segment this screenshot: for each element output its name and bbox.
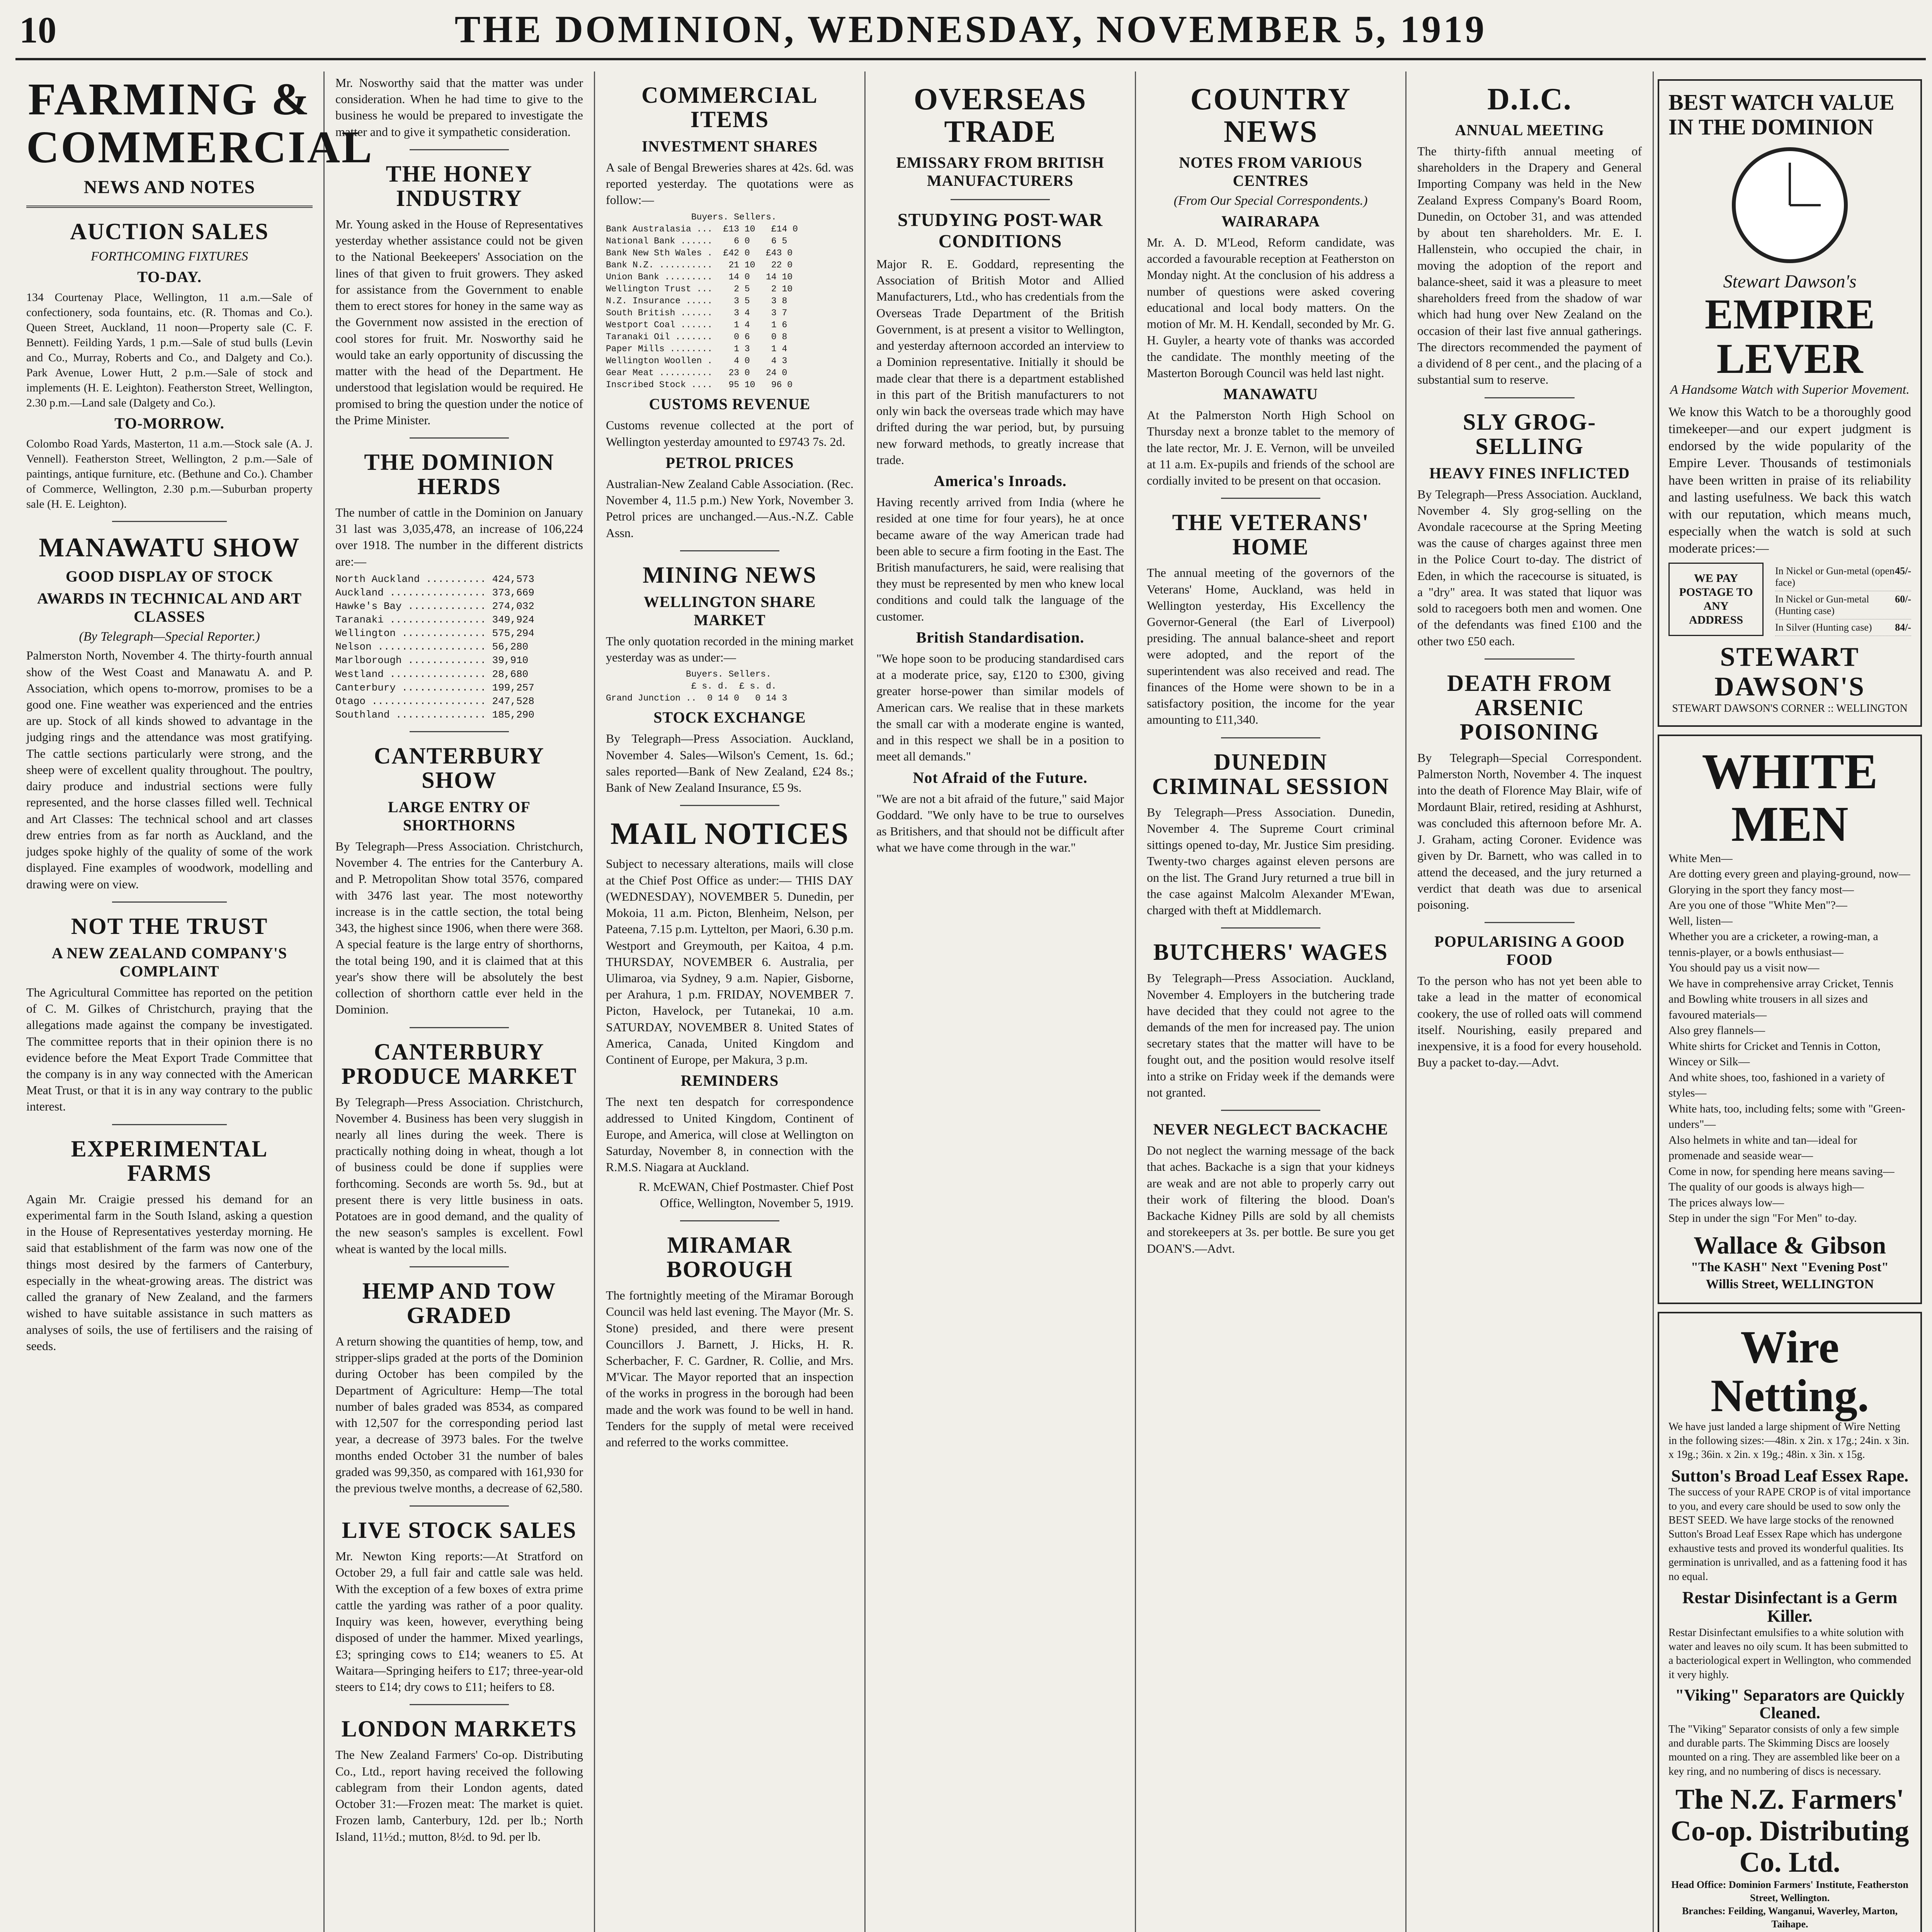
honey-text: Mr. Young asked in the House of Representatives yesterday whether assistance could not be given to the National Beekeepers' Association on the lines of that given to fruit growers. They asked for assistance from the Government to enable them to erect stores for honey in the same way as the Government now assisted in the erection of cool stores for fruit. Mr. Nosworthy said he would take an early opportunity of discussing the matter with the head of the Department. He understood that legislation would be required. He promised to bring the question under the notice of the Prime Minister. xyxy=(335,217,583,427)
farms-text: Again Mr. Craigie pressed his demand for an experimental farm in the South Island, asking a question in the House of Representatives yesterday morning. He said that establishment of the farm was now one of the things most desired by the farmers of Canterbury, especially in the wheat-growing areas. The district was called the granary of New Zealand, and the farmers wished to have suitable assistance in such matters as analyses of soils, the use of fertilisers and the raising of seeds. xyxy=(26,1192,313,1353)
trade-sub: EMISSARY FROM BRITISH MANUFACTURERS xyxy=(896,154,1104,189)
arsenic-heading: DEATH FROM ARSENIC POISONING xyxy=(1447,670,1612,745)
manawatu-heading: MANAWATU SHOW xyxy=(39,532,300,563)
watch-tagline: A Handsome Watch with Superior Movement. xyxy=(1670,382,1910,397)
stewart-dawsons-address: STEWART DAWSON'S CORNER :: WELLINGTON xyxy=(1672,702,1908,715)
wallace-gibson-address: Willis Street, WELLINGTON xyxy=(1706,1277,1874,1292)
auction-heading: AUCTION SALES xyxy=(70,218,269,244)
white-men-line: You should pay us a visit now— xyxy=(1668,961,1820,975)
white-men-line: Whether you are a cricketer, a rowing-man, a tennis-player, or a bowls enthusiast— xyxy=(1668,930,1878,959)
white-men-line: White hats, too, including felts; some with "Green-unders"— xyxy=(1668,1102,1905,1131)
watch-price-value: 60/- xyxy=(1895,593,1911,605)
auction-tomorrow: TO-MORROW. xyxy=(114,414,224,432)
white-men-line: Are you one of those "White Men"?— xyxy=(1668,899,1847,912)
london-text: The New Zealand Farmers' Co-op. Distributing Co., Ltd., report having received the following cablegram from their London agents, dated October 31:—Frozen meat: The market is quiet. Frozen lamb, Canterbury, 12d. per lb.; North Island, 11½d.; mutton, 8½d. to 9d. per lb. xyxy=(335,1748,583,1844)
wairarapa-text: Mr. A. D. M'Leod, Reform candidate, was accorded a favourable reception at Featherston on Monday night. At the conclusion of his address a number of questions were asked covering educational and local body matters. On the motion of Mr. M. H. Kendall, seconded by Mr. G. H. Guyler, a hearty vote of thanks was accorded the candidate. The monthly meeting of the Masterton Borough Council was held last night. xyxy=(1147,235,1395,380)
butchers-text: By Telegraph—Press Association. Auckland, November 4. Employers in the butchering trade have decided that they could not agree to the demands of the men for increased pay. The union secretary states that the matter will have to be fought out, and the position would resolve itself into a strike on Friday week if the demands were not granted. xyxy=(1147,971,1395,1099)
white-men-line: We have in comprehensive array Cricket, Tennis and Bowling white trousers in all sizes and favoured materials— xyxy=(1668,977,1894,1021)
viking-text: The "Viking" Separator consists of only a few simple and durable parts. The Skimming Discs are loosely mounted on a ring. They are assembled like beer on a key ring, and no numbering of discs is necessary. xyxy=(1668,1723,1900,1777)
hemp-text: A return showing the quantities of hemp, tow, and stripper-slips graded at the ports of the Dominion during October has been compiled by the Department of Agriculture: Hemp—The total number of bales graded was 8534, as compared with 12,507 for the corresponding period last year, a decrease of 3973 bales. For the twelve months ended October 31 the number of bales graded was 99,350, as compared with 161,930 for the previous twelve months, a decrease of 62,580. xyxy=(335,1334,583,1495)
masthead xyxy=(15,0,1926,60)
miramar-heading: MIRAMAR BOROUGH xyxy=(666,1232,793,1282)
produce-heading: CANTERBURY PRODUCE MARKET xyxy=(341,1039,577,1089)
shorthorns-sub: LARGE ENTRY OF SHORTHORNS xyxy=(388,798,531,834)
white-men-line: Step in under the sign "For Men" to-day. xyxy=(1668,1212,1857,1225)
watch-price-item xyxy=(1775,591,1911,619)
mail-text: Subject to necessary alterations, mails will close at the Chief Post Office as under:— THIS DAY (WEDNESDAY), NOVEMBER 5. Dunedin, per Mokoia, 11 a.m. Picton, Blenheim, Nelson, per Pateena, 7.15 p.m. Lyttelton, per Maori, 6.30 p.m. Westport and Greymouth, per Kaitoa, 4 p.m. THURSDAY, NOVEMBER 6. Australia, per Ulimaroa, via Sydney, 9 a.m. Napier, Gisborne, per Arahura, 1 p.m. FRIDAY, NOVEMBER 7. Picton, Havelock, per Tutanekai, 10 a.m. SATURDAY, NOVEMBER 8. United States of America, Canada, United Kingdom and Continent of Europe, per Makura, 3 p.m. xyxy=(606,857,854,1067)
watch-brand: Stewart Dawson's xyxy=(1723,271,1857,292)
trust-heading: NOT THE TRUST xyxy=(71,913,268,939)
pocket-watch-icon xyxy=(1732,147,1848,263)
country-heading: COUNTRY NEWS xyxy=(1190,82,1351,149)
dic-heading: D.I.C. xyxy=(1487,82,1572,116)
watch-price-list xyxy=(1775,563,1911,636)
rape-text: The success of your RAPE CROP is of vital importance to you, and every care should be used to sow only the BEST SEED. We have large stocks of the renowned Sutton's Broad Leaf Essex Rape which has undergone exhaustive tests and proved its wonderful qualities. Its germination is unrivalled, and as a fattening food it has no equal. xyxy=(1668,1486,1911,1583)
honey-heading: THE HONEY INDUSTRY xyxy=(386,161,533,211)
petrol-heading: PETROL PRICES xyxy=(665,454,794,471)
white-men-line: Are dotting every green and playing-ground, now— xyxy=(1668,867,1910,881)
page-number: 10 xyxy=(19,9,56,51)
column-agriculture xyxy=(325,71,595,1932)
shorthorns-text: By Telegraph—Press Association. Christchurch, November 4. The entries for the Canterbury A. and P. Metropolitan Show total 3576, compared with 3476 last year. The most noteworthy increase is in the cattle section, the total being 343, the highest since 1906, when there were 368. A special feature is the large entry of shorthorns, the total being 190, and it is claimed that at this year's show there will be absolutely the best collection of shorthorn cattle ever held in the Dominion. xyxy=(335,839,583,1017)
customs-text: Customs revenue collected at the port of Wellington yesterday amounted to £9743 7s. 2d. xyxy=(606,418,854,449)
white-men-line: Also grey flannels— xyxy=(1668,1024,1765,1037)
veterans-heading: THE VETERANS' HOME xyxy=(1172,510,1369,560)
herds-heading: THE DOMINION HERDS xyxy=(364,449,554,499)
standardisation-heading: British Standardisation. xyxy=(916,628,1085,646)
col2-intro: Mr. Nosworthy said that the matter was under consideration. When he had time to give to the business he would be prepared to investigate the matter and to give it sympathetic consideration. xyxy=(335,76,583,139)
butchers-heading: BUTCHERS' WAGES xyxy=(1153,939,1388,965)
grog-sub: HEAVY FINES INFLICTED xyxy=(1429,464,1630,482)
section-subtitle: NEWS AND NOTES xyxy=(83,177,255,197)
place-manawatu: MANAWATU xyxy=(1223,385,1318,403)
wallace-gibson-name: Wallace & Gibson xyxy=(1694,1231,1886,1259)
mining-table: Buyers. Sellers. £ s. d. £ s. d. Grand Junction .. 0 14 0 0 14 3 xyxy=(606,669,787,704)
future-heading: Not Afraid of the Future. xyxy=(913,769,1088,786)
mining-heading: MINING NEWS xyxy=(643,562,817,588)
stock-heading: STOCK EXCHANGE xyxy=(653,709,806,726)
backache-heading: NEVER NEGLECT BACKACHE xyxy=(1153,1121,1388,1138)
place-wairarapa: WAIRARAPA xyxy=(1221,213,1320,230)
section-title-farming: FARMING & COMMERCIAL xyxy=(26,74,374,172)
auction-text-2: Colombo Road Yards, Masterton, 11 a.m.—Stock sale (A. J. Vennell). Featherston Street, Wellington, 2 p.m.—Sale of paintings, antique furniture, etc. (Bethune and Co.). Chamber of Commerce, Wellington, 2.30 p.m.—Suburban property sale (H. E. Leighton). xyxy=(26,437,313,510)
white-men-title: WHITE MEN xyxy=(1702,743,1878,852)
reminders-text: The next ten despatch for correspondence addressed to United Kingdom, Continent of Europe, and America, will close at Wellington on Saturday, November 8, in connection with the R.M.S. Niagara at Auckland. xyxy=(606,1095,854,1174)
stewart-dawsons-name: STEWART DAWSON'S xyxy=(1714,642,1865,702)
white-men-line: Also helmets in white and tan—ideal for promenade and seaside wear— xyxy=(1668,1133,1857,1162)
auction-today: TO-DAY. xyxy=(137,268,202,286)
commercial-sub: INVESTMENT SHARES xyxy=(641,138,818,155)
grog-heading: SLY GROG-SELLING xyxy=(1463,409,1597,459)
column-country-news xyxy=(1136,71,1406,1932)
watch-advert-headline: BEST WATCH VALUE IN THE DOMINION xyxy=(1668,90,1895,139)
farmers-coop-name: The N.Z. Farmers' Co-op. Distributing Co. Ltd. xyxy=(1670,1784,1909,1878)
white-men-line: The quality of our goods is always high— xyxy=(1668,1180,1864,1194)
manawatu-news-text: At the Palmerston North High School on Thursday next a bronze tablet to the memory of the late rector, Mr. J. E. Vernon, will be unveiled at 11 a.m. Ex-pupils and friends of the school are cordially invited to be present on that occasion. xyxy=(1147,408,1395,488)
hemp-heading: HEMP AND TOW GRADED xyxy=(362,1278,556,1328)
backache-text: Do not neglect the warning message of the back that aches. Backache is a sign that your kidneys are weak and are not able to properly carry out their work of filtering the blood. Doan's Backache Kidney Pills are sold by all chemists and storekeepers at 3s. per bottle. Be sure you get DOAN'S.—Advt. xyxy=(1147,1143,1395,1255)
herds-table: North Auckland .......... 424,573 Auckland ................ 373,669 Hawke's Bay ............. 274,032 Taranaki ................ 349,924 Wellington .............. 575,294 Nelson .................. 56,280 Marlborough ............. 39,910 Westland ................ 28,680 Canterbury .............. 199,257 Otago ................... 247,528 Southland ............... 185,290 xyxy=(335,573,534,721)
miramar-text: The fortnightly meeting of the Miramar Borough Council was held last evening. The Mayor (Mr. S. Stone) presided, and there were present Councillors J. Barnett, J. Hicks, H. R. Scherbacher, F. C. Gardner, R. Collie, and Mrs. M'Vicar. The Mayor reported that an inspection of the works in progress in the borough had been made and the work was found to be well in hand. Tenders for the supply of metal were received and referred to the works committee. xyxy=(606,1288,854,1449)
america-text: Having recently arrived from India (where he resided at one time for four years), he at once became aware of the way American trade had been able to secure a firm footing in the East. The British manufacturers, he said, were realising that they must be represented by men who knew local conditions and could talk the language of the customer. xyxy=(876,495,1124,623)
farmers-coop-branches: Branches: Feilding, Wanganui, Waverley, Marton, Taihape. xyxy=(1682,1905,1898,1930)
white-men-advert xyxy=(1658,735,1922,1304)
mining-sub: WELLINGTON SHARE MARKET xyxy=(643,593,816,629)
restar-text: Restar Disinfectant emulsifies to a white solution with water and leaves no oily scum. It has been submitted to a bacteriological expert in Wellington, who commended it very highly. xyxy=(1668,1626,1911,1681)
manawatu-sub-2: AWARDS IN TECHNICAL AND ART CLASSES xyxy=(37,590,302,626)
wallace-gibson-slogan: "The KASH" Next "Evening Post" xyxy=(1691,1260,1889,1275)
dic-sub: ANNUAL MEETING xyxy=(1455,121,1604,139)
produce-text: By Telegraph—Press Association. Christchurch, November 4. Business has been very sluggish in nearly all lines during the week. There is practically nothing doing in wheat, though a lot of business could be done if supplies were forthcoming. Seconds are worth 5s. 9d., but at present there is very little business in oats. Potatoes are in good demand, and the quality of the new season's samples is excellent. Fowl wheat is wanted by the local mills. xyxy=(335,1095,583,1256)
mail-heading: MAIL NOTICES xyxy=(610,817,849,851)
postmaster-signature: R. McEWAN, Chief Postmaster. Chief Post Office, Wellington, November 5, 1919. xyxy=(638,1179,854,1210)
watch-price-value: 84/- xyxy=(1895,621,1911,633)
farmers-coop-office: Head Office: Dominion Farmers' Institute, Featherston Street, Wellington. xyxy=(1671,1879,1908,1904)
restar-heading: Restar Disinfectant is a Germ Killer. xyxy=(1682,1588,1898,1626)
white-men-copy xyxy=(1668,851,1911,1226)
veterans-text: The annual meeting of the governors of the Veterans' Home, Auckland, was held in Wellington yesterday, His Excellency the Governor-General (the Earl of Liverpool) presiding. The annual balance-sheet and report were adopted, and the report of the superintendent was also received and read. The finances of the Home were shown to be in a satisfactory position, the income for the year amounting to £11,340. xyxy=(1147,566,1395,727)
newspaper-title: THE DOMINION, WEDNESDAY, NOVEMBER 5, 1919 xyxy=(454,8,1487,51)
country-byline: (From Our Special Correspondents.) xyxy=(1173,194,1368,208)
white-men-line: Glorying in the sport they fancy most— xyxy=(1668,883,1854,896)
watch-advert xyxy=(1658,79,1922,727)
white-men-line: White shirts for Cricket and Tennis in Cotton, Wincey or Silk— xyxy=(1668,1039,1881,1068)
manawatu-text: Palmerston North, November 4. The thirty-fourth annual show of the West Coast and Manawatu A. and P. Association, which opens to-morrow, promises to be a good one. Fine weather was experienced and the entries are up. Stock of all kinds showed to advantage in the judging rings and the attendance was most gratifying. The cattle sections particularly were strong, and the sheep were of excellent quality throughout. The poultry, dairy produce and industrial sections were fully represented, and the horse classes filled well. Technical and Art Classes: The technical school and art classes drew entries from as far north as Auckland, and the judges spoke highly of the quality of some of the work displayed. Fine examples of woodwork, modelling and drawing were on view. xyxy=(26,648,313,891)
white-men-line: The prices always low— xyxy=(1668,1196,1784,1209)
cookery-text: To the person who has not yet been able to take a lead in the matter of economical cookery, the use of rolled oats will commend itself. Nourishing, easily prepared and inexpensive, it is a food for every household. Buy a packet to-day.—Advt. xyxy=(1417,974,1642,1070)
dic-text: The thirty-fifth annual meeting of shareholders in the Drapery and General Importing Company was held in the New Zealand Express Company's Board Room, Dunedin, on October 31, and was attended by about ten shareholders. Mr. E. I. Hallenstein, who occupied the chair, in moving the adoption of the report and balance-sheet, said it was a pleasure to meet shareholders freed from the shadow of war which had hung over New Zealand on the occasion of their last five annual gatherings. The directors recommended the payment of a dividend of 8 per cent., and the placing of a substantial sum to reserve. xyxy=(1417,144,1642,387)
trust-sub: A NEW ZEALAND COMPANY'S COMPLAINT xyxy=(51,944,287,980)
livestock-text: Mr. Newton King reports:—At Stratford on October 29, a full fair and cattle sale was held. With the exception of a few boxes of extra prime cattle the yarding was rather of a poor quality. Inquiry was keen, however, everything being disposed of under the hammer. Mixed yearlings, £3; springing cows to £14; weaners to £5. At Waitara—Springing heifers to £17; three-year-old steers to £14; dry cows to £11; heifers to £8. xyxy=(335,1549,583,1694)
london-heading: LONDON MARKETS xyxy=(341,1716,577,1742)
criminal-text: By Telegraph—Press Association. Dunedin, November 4. The Supreme Court criminal sittings opened to-day, Mr. Justice Sim presiding. Twenty-two charges against eleven persons are on the list. The Grand Jury returned a true bill in the case against Malcolm Alexander M'Ewan, charged with theft at Middlemarch. xyxy=(1147,805,1395,917)
wire-netting-intro: We have just landed a large shipment of Wire Netting in the following sizes:—48in. x 2in. x 17g.; 24in. x 3in. x 19g.; 36in. x 2in. x 19g.; 48in. x 3in. x 15g. xyxy=(1668,1420,1909,1461)
postage-box: WE PAY POSTAGE TO ANY ADDRESS xyxy=(1668,563,1764,636)
shorthorns-heading: CANTERBURY SHOW xyxy=(374,743,545,793)
watch-price-item xyxy=(1775,619,1911,636)
auction-text: 134 Courtenay Place, Wellington, 11 a.m.—Sale of confectionery, soda fountains, etc. (R. Thomas and Co.). Queen Street, Auckland, 11 noon—Property sale (C. F. Bennett). Feilding Yards, 1 p.m.—Sale of stud bulls (Levin and Co., Murray, Roberts and Co., and Dalgety and Co.). Park Avenue, Lower Hutt, 2 p.m.—Sale of stock and implements (H. E. Leighton). Featherston Street, Wellington, 2.30 p.m.—Land sale (Dalgety and Co.). xyxy=(26,291,313,409)
column-dic xyxy=(1406,71,1654,1932)
column-commercial xyxy=(595,71,866,1932)
cookery-heading: POPULARISING A GOOD FOOD xyxy=(1434,933,1625,969)
shares-table: Buyers. Sellers. Bank Australasia ... £13 10 £14 0 National Bank ...... 6 0 6 5 Bank New Sth Wales . £42 0 £43 0 Bank N.Z. .......... 21 10 22 0 Union Bank ......... 14 0 14 10 Wellington Trust ... 2 5 2 10 N.Z. Insurance ..... 3 5 3 8 South British ...... 3 4 3 7 Westport Coal ...... 1 4 1 6 Taranaki Oil ....... 0 6 0 8 Paper Mills ........ 1 3 1 4 Wellington Woollen . 4 0 4 3 Gear Meat .......... 23 0 24 0 Inscribed Stock .... 95 10 96 0 xyxy=(606,212,798,390)
grog-text: By Telegraph—Press Association. Auckland, November 4. Sly grog-selling on the Avondale racecourse at the Spring Meeting was the cause of charges against three men in the Police Court to-day. The district of Eden, in which the racecourse is situated, is a "dry" area. It was stated that liquor was sold to racegoers both men and women. One of the defendants was fined £100 and the other two £50 each. xyxy=(1417,487,1642,648)
white-men-line: And white shoes, too, fashioned in a variety of styles— xyxy=(1668,1071,1885,1100)
mining-text: The only quotation recorded in the mining market yesterday was as under:— xyxy=(606,634,854,665)
country-sub: NOTES FROM VARIOUS CENTRES xyxy=(1179,154,1362,189)
trade-sub-2: STUDYING POST-WAR CONDITIONS xyxy=(897,210,1103,252)
arsenic-text: By Telegraph—Special Correspondent. Palmerston North, November 4. The inquest into the death of Florence May Blair, wife of Mordaunt Blair, retired, residing at Ashhurst, was concluded this afternoon before Mr. A. J. Graham, acting Coroner. Evidence was given by Dr. Barnett, who was called in to attend the deceased, and the jury returned a verdict that death was due to arsenical poisoning. xyxy=(1417,750,1642,912)
column-overseas-trade xyxy=(866,71,1136,1932)
watch-price-value: 45/- xyxy=(1895,565,1911,577)
white-men-line: Come in now, for spending here means saving— xyxy=(1668,1165,1895,1178)
watch-text: We know this Watch to be a thoroughly good timekeeper—and our expert judgment is endorsed by the wide popularity of the Empire Lever. Thousands of testimonials have been written in praise of its reliability and lasting usefulness. We back this watch with our reputation, which means much, especially when the watch is sold at such moderate prices:— xyxy=(1668,405,1911,556)
wire-netting-title: Wire Netting. xyxy=(1711,1321,1869,1421)
auction-sub: FORTHCOMING FIXTURES xyxy=(90,249,248,264)
manawatu-byline: (By Telegraph—Special Reporter.) xyxy=(79,629,260,644)
america-heading: America's Inroads. xyxy=(934,472,1067,490)
watch-name: EMPIRE LEVER xyxy=(1705,290,1875,383)
stock-text: By Telegraph—Press Association. Auckland, November 4. Sales—Wilson's Cement, 1s. 6d.; sales reported—Bank of New Zealand, £24 8s.; Bank of New Zealand Insurance, £5 9s. xyxy=(606,731,854,795)
trust-text: The Agricultural Committee has reported on the petition of C. M. Gilkes of Christchurch, praying that the allegations made against the company be investigated. The committee reports that in their opinion there is no evidence before the Meat Export Trade Committee that the company is in any way connected with the American Meat Trust, or that it is in any way contrary to the public interest. xyxy=(26,985,313,1114)
viking-heading: "Viking" Separators are Quickly Cleaned. xyxy=(1675,1687,1905,1723)
commercial-heading: COMMERCIAL ITEMS xyxy=(641,82,818,132)
white-men-line: Well, listen— xyxy=(1668,914,1733,927)
watch-price-label: In Nickel or Gun-metal (Hunting case) xyxy=(1775,593,1869,616)
criminal-heading: DUNEDIN CRIMINAL SESSION xyxy=(1152,749,1389,799)
trade-text: Major R. E. Goddard, representing the Association of British Motor and Allied Manufacturers, Ltd., who has credentials from the Overseas Trade Department of the British Government, is at present a visitor to Wellington, and yesterday afternoon accorded an interview to a Dominion representative. Initially it should be made clear that there is a department established in this part of the British manufacturers to not only win back the overseas trade which may have drifted during the war period, but, by pursuing new forward methods, to greatly increase that trade. xyxy=(876,257,1124,467)
livestock-heading: LIVE STOCK SALES xyxy=(342,1517,577,1543)
white-men-line: White Men— xyxy=(1668,852,1733,865)
reminders-heading: REMINDERS xyxy=(680,1072,779,1090)
customs-heading: CUSTOMS REVENUE xyxy=(649,395,811,413)
watch-price-item xyxy=(1775,563,1911,591)
rape-heading: Sutton's Broad Leaf Essex Rape. xyxy=(1671,1466,1909,1485)
farms-heading: EXPERIMENTAL FARMS xyxy=(71,1136,268,1186)
watch-price-row xyxy=(1668,563,1911,636)
manawatu-sub: GOOD DISPLAY OF STOCK xyxy=(65,568,274,585)
watch-price-label: In Silver (Hunting case) xyxy=(1775,621,1872,633)
petrol-text: Australian-New Zealand Cable Association. (Rec. November 4, 11.5 p.m.) New York, November 3. Petrol prices are unchanged.—Aus.-N.Z. Cable Assn. xyxy=(606,476,854,540)
trade-heading: OVERSEAS TRADE xyxy=(913,82,1087,149)
column-farming xyxy=(15,71,374,1932)
watch-price-label: In Nickel or Gun-metal (open face) xyxy=(1775,565,1895,588)
column-advertisements xyxy=(1654,71,1926,1932)
commercial-text: A sale of Bengal Breweries shares at 42s. 6d. was reported yesterday. The quotations were as follow:— xyxy=(606,160,854,207)
future-text: "We are not a bit afraid of the future," said Major Goddard. "We only have to be true to ourselves as Britishers, and that should not be difficult after what we have come through in the war." xyxy=(876,791,1124,855)
wire-netting-advert xyxy=(1658,1312,1922,1932)
standardisation-text: "We hope soon to be producing standardised cars at a moderate price, say, £120 to £300, giving greater horse-power than similar models of American cars. We realise that in these markets the small car with a moderate engine is wanted, and in this respect we shall be in a position to meet all demands." xyxy=(876,651,1124,764)
herds-text: The number of cattle in the Dominion on January 31 last was 3,035,478, an increase of 106,224 over 1918. The number in the different districts are:— xyxy=(335,505,583,568)
